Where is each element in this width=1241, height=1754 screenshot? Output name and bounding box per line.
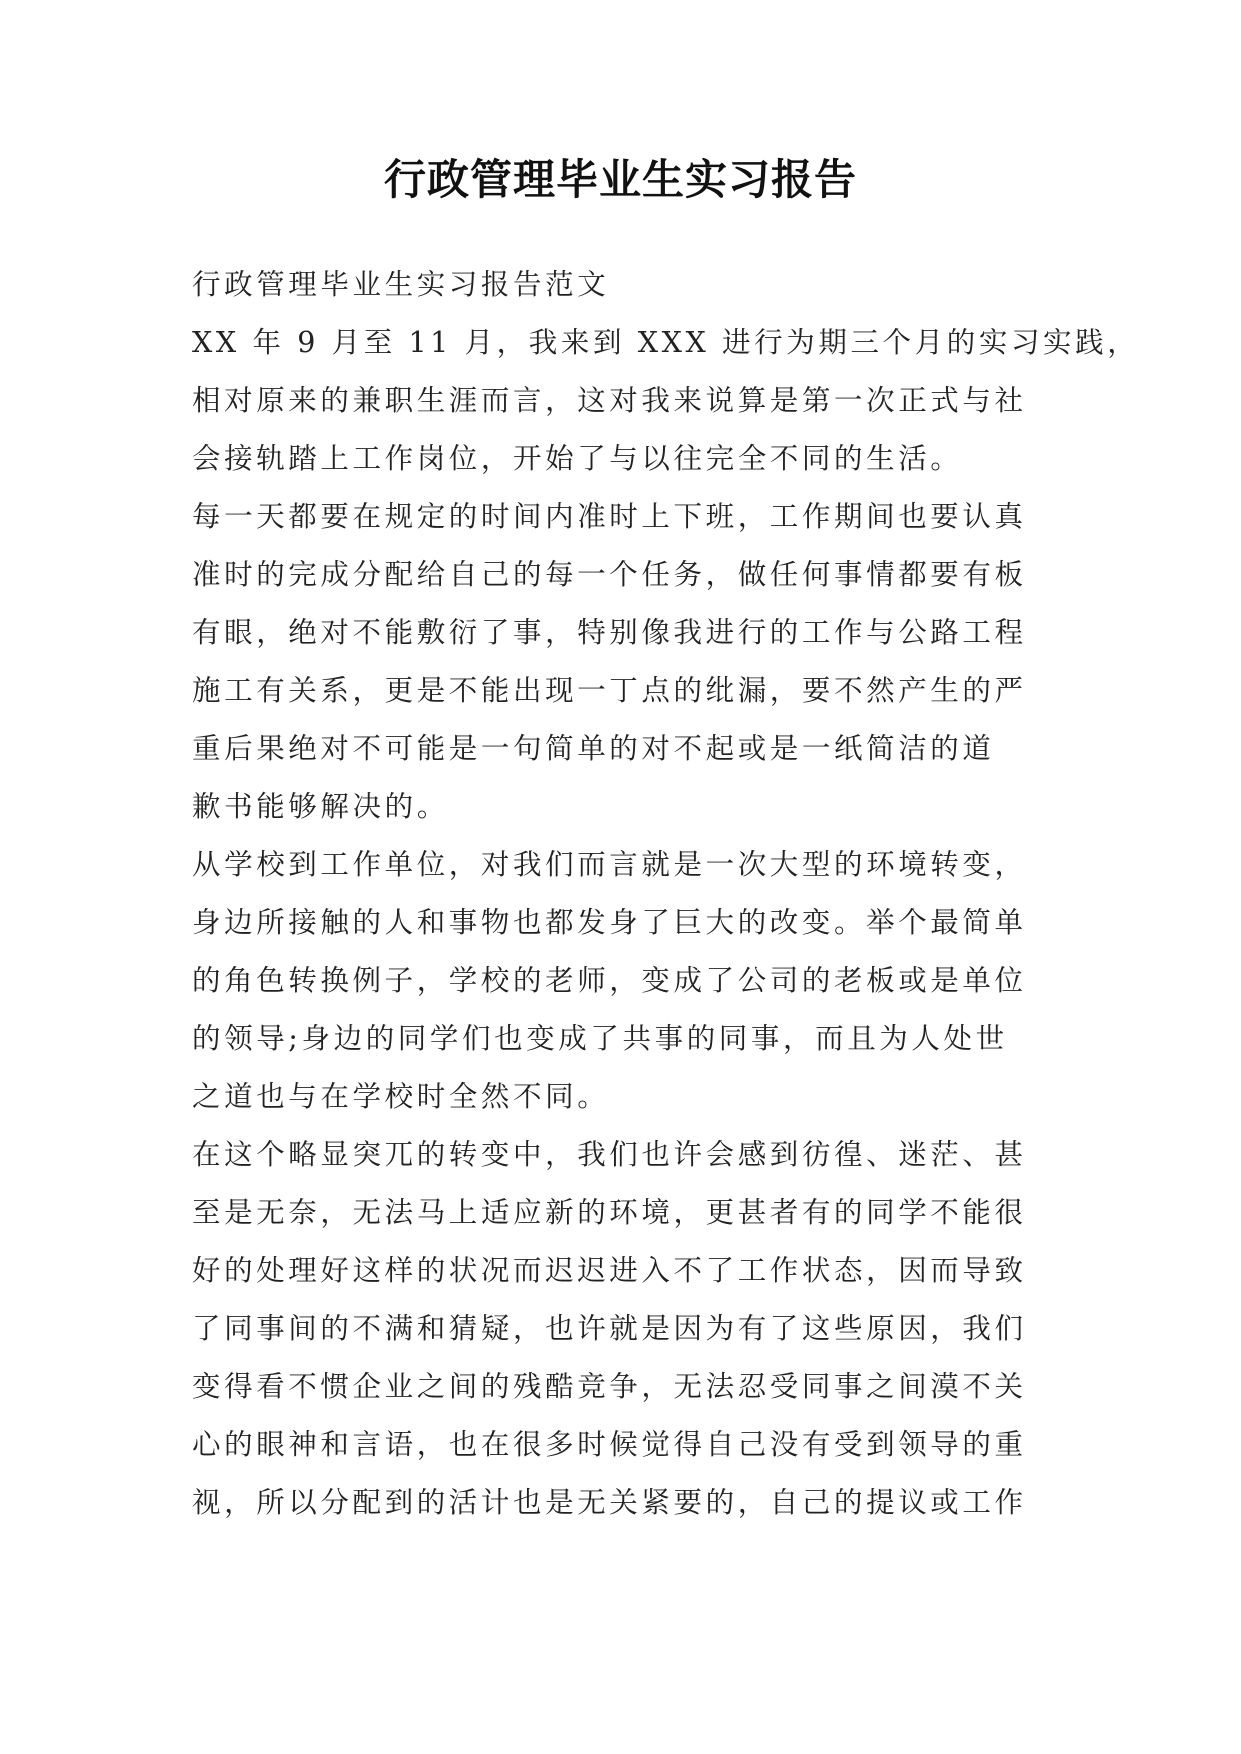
body-text-line: 了同事间的不满和猜疑，也许就是因为有了这些原因，我们	[192, 1312, 1027, 1345]
body-text-line: 施工有关系，更是不能出现一丁点的纰漏，要不然产生的严	[192, 674, 1027, 707]
body-text-line: 好的处理好这样的状况而迟迟进入不了工作状态，因而导致	[192, 1254, 1027, 1287]
body-text-line: 变得看不惯企业之间的残酷竞争，无法忍受同事之间漠不关	[192, 1370, 1027, 1403]
body-text-line: 之道也与在学校时全然不同。	[192, 1080, 610, 1113]
body-text-line: 从学校到工作单位，对我们而言就是一次大型的环境转变，	[192, 848, 1027, 881]
body-text-line: 有眼，绝对不能敷衍了事，特别像我进行的工作与公路工程	[192, 616, 1027, 649]
body-text-line: 在这个略显突兀的转变中，我们也许会感到彷徨、迷茫、甚	[192, 1138, 1027, 1171]
body-text-line: 至是无奈，无法马上适应新的环境，更甚者有的同学不能很	[192, 1196, 1027, 1229]
body-text-line: 的角色转换例子，学校的老师，变成了公司的老板或是单位	[192, 964, 1027, 997]
body-text-line: 每一天都要在规定的时间内准时上下班，工作期间也要认真	[192, 500, 1027, 533]
document-body	[192, 256, 1140, 1532]
body-text-line: 身边所接触的人和事物也都发身了巨大的改变。举个最简单	[192, 906, 1027, 939]
body-text-line: 相对原来的兼职生涯而言，这对我来说算是第一次正式与社	[192, 384, 1027, 417]
body-text-line: 的领导;身边的同学们也变成了共事的同事，而且为人处世	[192, 1022, 1008, 1055]
body-text-line: 准时的完成分配给自己的每一个任务，做任何事情都要有板	[192, 558, 1027, 591]
body-text-line: 重后果绝对不可能是一句简单的对不起或是一纸简洁的道	[192, 732, 995, 765]
body-text-line: 歉书能够解决的。	[192, 790, 449, 823]
document-subtitle: 行政管理毕业生实习报告范文	[192, 268, 610, 301]
body-text-line: 视，所以分配到的活计也是无关紧要的，自己的提议或工作	[192, 1486, 1027, 1519]
document-title: 行政管理毕业生实习报告	[383, 155, 857, 204]
body-text-line: XX 年 9 月至 11 月，我来到 XXX 进行为期三个月的实习实践，	[192, 326, 1140, 359]
body-text-line: 心的眼神和言语，也在很多时候觉得自己没有受到领导的重	[192, 1428, 1027, 1461]
body-text-line: 会接轨踏上工作岗位，开始了与以往完全不同的生活。	[192, 442, 963, 475]
